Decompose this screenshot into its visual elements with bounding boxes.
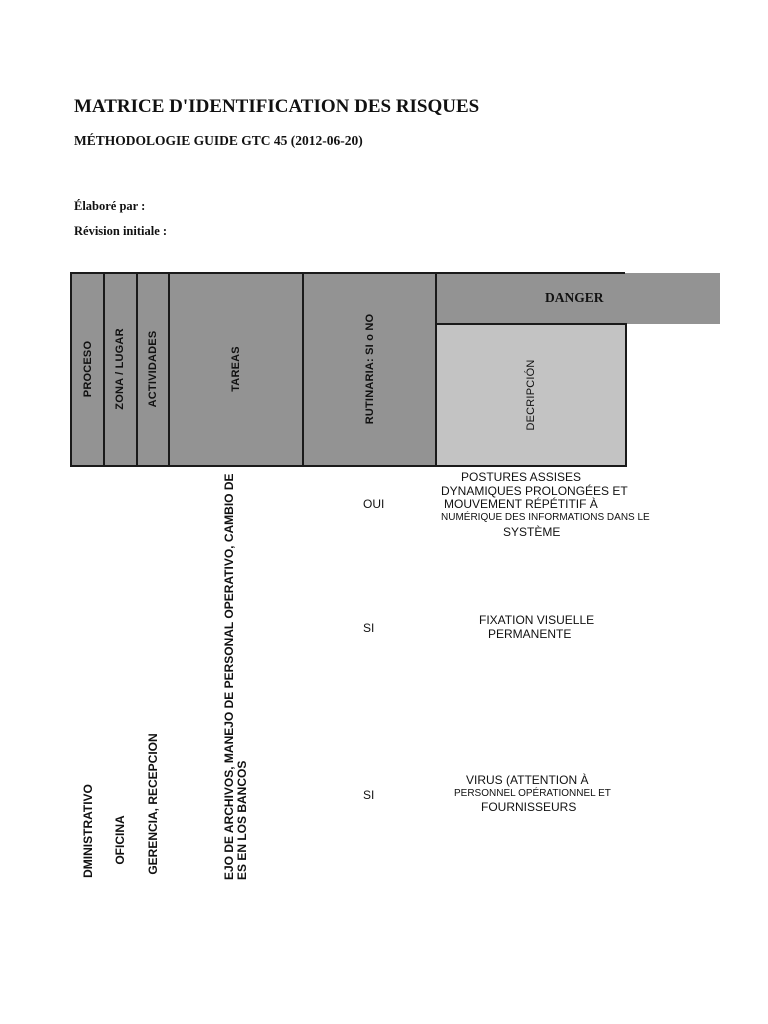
danger-label: DANGER [545, 290, 604, 305]
desc-1-line-2: DYNAMIQUES PROLONGÉES ET [441, 484, 628, 498]
col-header-actividades: ACTIVIDADES [147, 330, 159, 408]
cell-proceso: DMINISTRATIVO [81, 784, 95, 878]
desc-2-line-1: FIXATION VISUELLE [479, 613, 595, 627]
cell-actividades: GERENCIA, RECEPCION [146, 733, 160, 875]
col-border-3 [168, 272, 170, 467]
prepared-by-label: Élaboré par : [74, 199, 146, 213]
cell-tareas [223, 474, 249, 881]
desc-3-line-2: PERSONNEL OPÉRATIONNEL ET [454, 788, 611, 799]
col-border-5 [435, 272, 437, 467]
table-top-border [70, 272, 625, 274]
col-header-tareas: TAREAS [230, 346, 242, 392]
document-title: MATRICE D'IDENTIFICATION DES RISQUES [74, 96, 480, 117]
cell-rutinaria-1: OUI [363, 497, 385, 511]
cell-tareas-line2: ES EN LOS BANCOS [235, 760, 249, 880]
col-header-descripcion: DECRIPCIÓN [525, 359, 537, 431]
col-border-2 [136, 272, 138, 467]
danger-divider [436, 323, 626, 325]
cell-zona: OFICINA [113, 815, 127, 865]
col-border-6 [625, 323, 627, 467]
col-border-4 [302, 272, 304, 467]
desc-1-line-4: NUMÉRIQUE DES INFORMATIONS DANS LE [441, 512, 650, 523]
col-border-1 [103, 272, 105, 467]
desc-3-line-3: FOURNISSEURS [481, 800, 577, 814]
desc-3-line-1: VIRUS (ATTENTION À [466, 773, 589, 787]
desc-1-line-5: SYSTÈME [503, 525, 561, 539]
cell-rutinaria-2: SI [363, 621, 375, 635]
col-header-rutinaria: RUTINARIA: SI o NO [364, 313, 376, 425]
col-border-0 [70, 272, 72, 467]
col-header-zona: ZONA / LUGAR [114, 328, 126, 410]
col-header-proceso: PROCESO [82, 340, 94, 398]
desc-2-line-2: PERMANENTE [488, 627, 572, 641]
document-subtitle: MÉTHODOLOGIE GUIDE GTC 45 (2012-06-20) [74, 133, 363, 148]
revision-label: Révision initiale : [74, 224, 168, 238]
cell-rutinaria-3: SI [363, 788, 375, 802]
desc-1-line-1: POSTURES ASSISES [461, 470, 582, 484]
header-bottom-border [70, 465, 626, 467]
cell-tareas-line1: EJO DE ARCHIVOS, MANEJO DE PERSONAL OPERATIVO, CAMBIO DE [222, 473, 236, 880]
desc-1-line-3: MOUVEMENT RÉPÉTITIF À [444, 497, 598, 511]
